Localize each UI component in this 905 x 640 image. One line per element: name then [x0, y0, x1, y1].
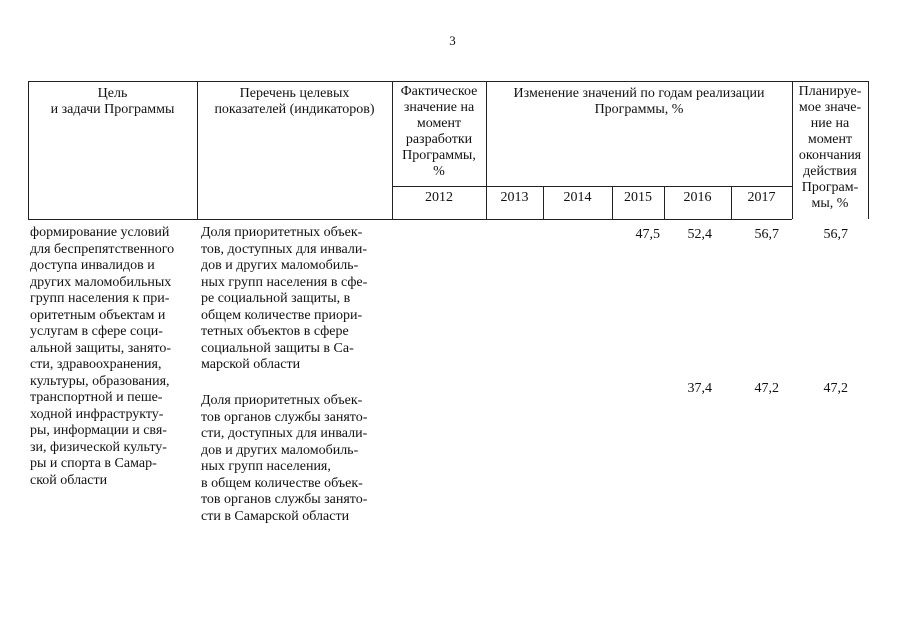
- year-2016: 2016: [683, 190, 712, 205]
- header-bottom-border: [28, 219, 792, 220]
- header-change-by-year: Изменение значений по годам реализации Программы, %: [513, 86, 765, 117]
- page-number: 3: [449, 33, 456, 48]
- goal-text: формирование условий для беспрепятственного доступа инвалидов и других маломобильных групп населения к при- оритетным объектам и услугам в сфере соци- альной защиты, занято- сти, здравоохранения, культуры, образования, транспортной и пеше- ходной инфраструкту- ры, информации и свя- зи, физической культу- ры и спорта в Самар- ской области: [30, 225, 175, 488]
- header-goal: Цель и задачи Программы: [50, 86, 175, 117]
- header-indicators: Перечень целевых показателей (индикаторов): [214, 86, 375, 117]
- header-planned-value: Планируе- мое значе- ние на момент окончания действия Програм- мы, %: [798, 84, 862, 211]
- indicator-2-text: Доля приоритетных объек- тов органов службы занято- сти, доступных для инвали- дов и других маломобиль- ных групп населения, в общем количестве объек- тов органов службы занято- сти в Самарской области: [201, 393, 368, 524]
- header-actual-value: Фактическое значение на момент разработки Программы, %: [400, 84, 478, 179]
- indicator-2-value-2016: 37,4: [687, 381, 712, 396]
- indicator-1-planned: 56,7: [823, 227, 848, 242]
- year-2014: 2014: [563, 190, 592, 205]
- year-2013: 2013: [500, 190, 529, 205]
- year-2017: 2017: [747, 190, 776, 205]
- year-2012: 2012: [425, 190, 453, 205]
- indicator-1-text: Доля приоритетных объек- тов, доступных для инвали- дов и других маломобиль- ных групп населения в сфе- ре социальной защиты, в общем количестве приори- тетных объектов в сфере социальной защиты в Са- марской области: [201, 225, 368, 372]
- years-row-top-border: [392, 186, 792, 187]
- year-2015: 2015: [624, 190, 652, 205]
- table-top-border: [28, 81, 868, 82]
- indicator-2-value-2017: 47,2: [754, 381, 779, 396]
- indicator-1-value-2016: 52,4: [687, 227, 712, 242]
- indicator-1-value-2015: 47,5: [635, 227, 660, 242]
- col-border-right: [868, 81, 869, 219]
- indicator-2-planned: 47,2: [823, 381, 848, 396]
- indicator-1-value-2017: 56,7: [754, 227, 779, 242]
